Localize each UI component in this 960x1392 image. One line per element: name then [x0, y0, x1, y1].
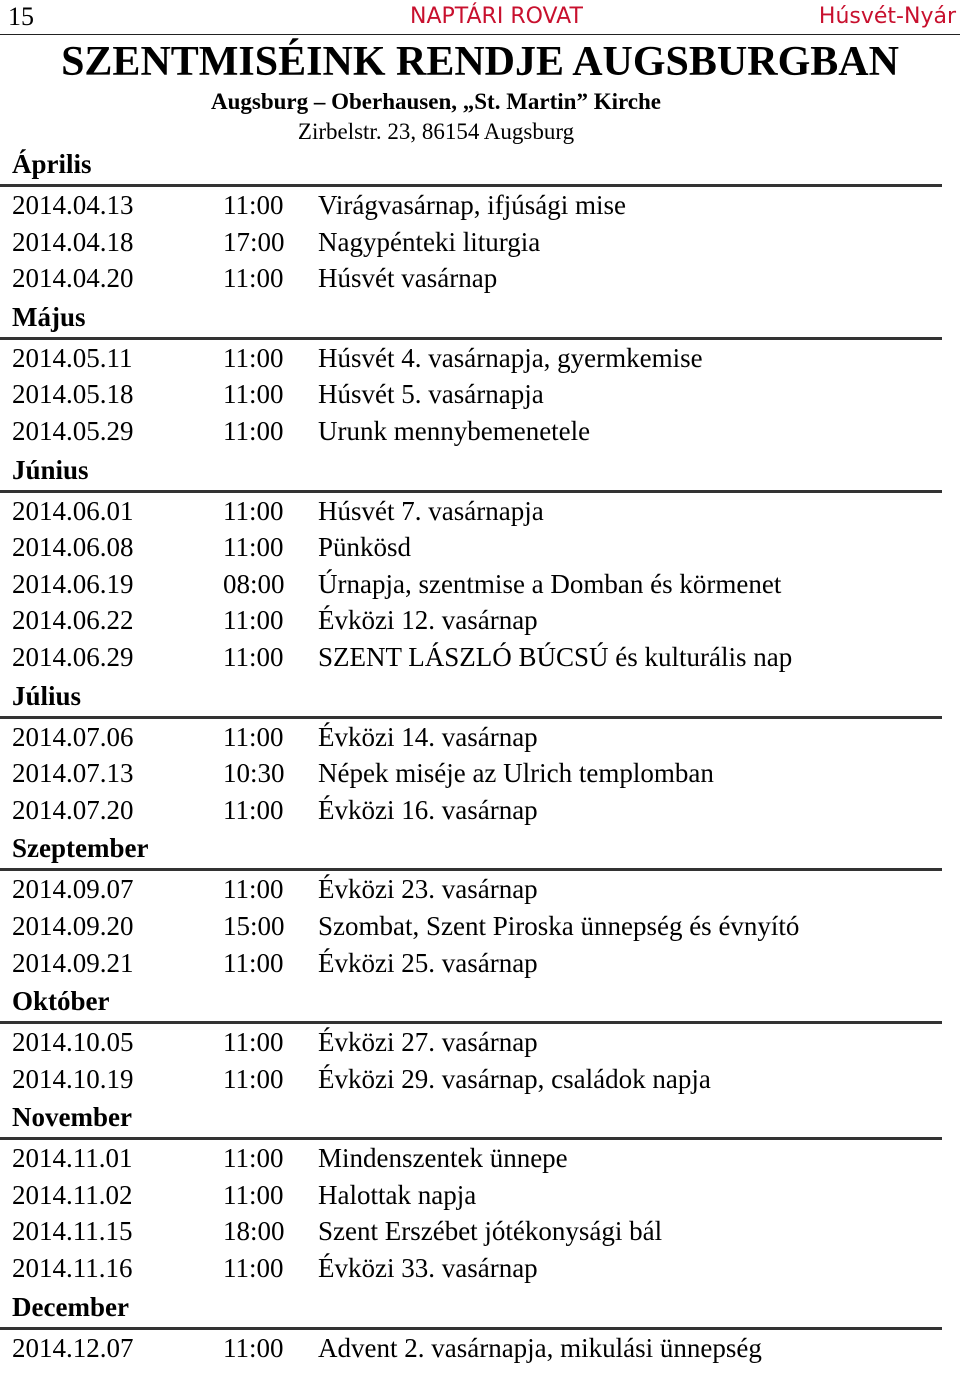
- event-time: 11:00: [223, 342, 284, 373]
- event-time: 18:00: [223, 1216, 285, 1247]
- event-time: 11:00: [223, 263, 284, 294]
- event-description: Úrnapja, szentmise a Domban és körmenet: [318, 568, 782, 599]
- event-time: 11:00: [223, 947, 284, 978]
- church-subtitle: Augsburg – Oberhausen, „St. Martin” Kirche: [210, 89, 662, 114]
- event-description: Húsvét 4. vasárnapja, gyermkemise: [318, 342, 703, 373]
- event-time: 11:00: [223, 1143, 284, 1174]
- event-date: 2014.09.21: [12, 947, 134, 978]
- event-time: 11:00: [223, 415, 284, 446]
- event-time: 17:00: [223, 226, 285, 257]
- month-heading: Április: [0, 144, 942, 187]
- event-date: 2014.07.06: [12, 721, 134, 752]
- event-description: Urunk mennybemenetele: [318, 415, 591, 446]
- month-heading: Május: [0, 297, 942, 340]
- event-date: 2014.06.29: [12, 641, 134, 672]
- schedule-row: [0, 602, 960, 639]
- event-description: Advent 2. vasárnapja, mikulási ünnepség: [318, 1332, 762, 1363]
- schedule-row: [0, 1140, 960, 1177]
- schedule-row: [0, 260, 960, 297]
- event-description: Évközi 12. vasárnap: [318, 605, 538, 636]
- event-date: 2014.05.29: [12, 415, 134, 446]
- event-time: 11:00: [223, 1027, 284, 1058]
- mass-schedule: [0, 144, 960, 1366]
- event-time: 11:00: [223, 1063, 284, 1094]
- event-description: Pünkösd: [318, 532, 412, 563]
- schedule-row: [0, 908, 960, 945]
- month-heading: Július: [0, 676, 942, 719]
- month-heading: Október: [0, 981, 942, 1024]
- event-date: 2014.10.05: [12, 1027, 134, 1058]
- event-time: 11:00: [223, 874, 284, 905]
- event-description: Halottak napja: [318, 1179, 477, 1210]
- event-date: 2014.06.22: [12, 605, 134, 636]
- event-description: Népek miséje az Ulrich templomban: [318, 758, 714, 789]
- event-description: Évközi 14. vasárnap: [318, 721, 538, 752]
- page-title: SZENTMISÉINK RENDJE AUGSBURGBAN: [61, 39, 899, 85]
- schedule-row: [0, 871, 960, 908]
- event-time: 10:30: [223, 758, 285, 789]
- event-description: Szent Erszébet jótékonysági bál: [318, 1216, 663, 1247]
- event-description: Évközi 29. vasárnap, családok napja: [318, 1063, 711, 1094]
- event-description: Húsvét 5. vasárnapja: [318, 379, 544, 410]
- event-description: Virágvasárnap, ifjúsági mise: [318, 190, 627, 220]
- event-date: 2014.07.20: [12, 794, 134, 825]
- event-time: 11:00: [223, 190, 284, 220]
- event-description: Évközi 27. vasárnap: [318, 1027, 538, 1058]
- event-description: Évközi 33. vasárnap: [318, 1253, 538, 1284]
- event-description: Évközi 16. vasárnap: [318, 794, 538, 825]
- schedule-row: [0, 719, 960, 756]
- season-label: Húsvét-Nyár: [818, 4, 956, 29]
- schedule-row: [0, 755, 960, 792]
- schedule-row: [0, 1330, 960, 1367]
- church-address: Zirbelstr. 23, 86154 Augsburg: [297, 119, 575, 144]
- event-date: 2014.09.07: [12, 874, 134, 905]
- event-time: 11:00: [223, 379, 284, 410]
- event-date: 2014.06.08: [12, 532, 134, 563]
- section-label: NAPTÁRI ROVAT: [410, 4, 583, 29]
- event-date: 2014.07.13: [12, 758, 134, 789]
- event-date: 2014.11.01: [12, 1143, 133, 1174]
- event-time: 11:00: [223, 794, 284, 825]
- schedule-row: [0, 1250, 960, 1287]
- schedule-row: [0, 493, 960, 530]
- event-time: 11:00: [223, 721, 284, 752]
- event-description: Évközi 23. vasárnap: [318, 874, 538, 905]
- page-number: 15: [8, 2, 34, 31]
- event-time: 11:00: [223, 495, 284, 526]
- event-description: Húsvét 7. vasárnapja: [318, 495, 544, 526]
- schedule-row: [0, 639, 960, 676]
- month-heading: Június: [0, 450, 942, 493]
- event-time: 11:00: [223, 1332, 284, 1363]
- event-date: 2014.11.16: [12, 1253, 133, 1284]
- month-heading: Szeptember: [0, 828, 942, 871]
- schedule-row: [0, 1213, 960, 1250]
- schedule-row: [0, 187, 960, 224]
- event-time: 11:00: [223, 532, 284, 563]
- event-time: 15:00: [223, 910, 285, 941]
- event-date: 2014.04.20: [12, 263, 134, 294]
- event-date: 2014.04.13: [12, 190, 134, 220]
- event-description: Nagypénteki liturgia: [318, 226, 541, 257]
- schedule-row: [0, 1024, 960, 1061]
- event-date: 2014.11.02: [12, 1179, 133, 1210]
- event-date: 2014.06.19: [12, 568, 134, 599]
- event-date: 2014.05.18: [12, 379, 134, 410]
- schedule-row: [0, 413, 960, 450]
- event-description: Mindenszentek ünnepe: [318, 1143, 568, 1174]
- schedule-row: [0, 340, 960, 377]
- event-description: Szombat, Szent Piroska ünnepség és évnyító: [318, 910, 800, 941]
- event-date: 2014.11.15: [12, 1216, 133, 1247]
- event-time: 11:00: [223, 1253, 284, 1284]
- event-date: 2014.04.18: [12, 226, 134, 257]
- event-date: 2014.10.19: [12, 1063, 134, 1094]
- event-time: 08:00: [223, 568, 285, 599]
- event-description: Húsvét vasárnap: [318, 263, 498, 294]
- schedule-row: [0, 376, 960, 413]
- month-heading: November: [0, 1097, 942, 1140]
- event-time: 11:00: [223, 605, 284, 636]
- event-date: 2014.05.11: [12, 342, 133, 373]
- event-description: Évközi 25. vasárnap: [318, 947, 538, 978]
- event-date: 2014.12.07: [12, 1332, 134, 1363]
- event-time: 11:00: [223, 641, 284, 672]
- schedule-row: [0, 224, 960, 261]
- schedule-row: [0, 1177, 960, 1214]
- event-description: SZENT LÁSZLÓ BÚCSÚ és kulturális nap: [318, 641, 793, 672]
- event-time: 11:00: [223, 1179, 284, 1210]
- schedule-row: [0, 529, 960, 566]
- page-header: [0, 0, 960, 35]
- event-date: 2014.09.20: [12, 910, 134, 941]
- schedule-row: [0, 1061, 960, 1098]
- schedule-row: [0, 566, 960, 603]
- schedule-row: [0, 792, 960, 829]
- event-date: 2014.06.01: [12, 495, 134, 526]
- month-heading: December: [0, 1287, 942, 1330]
- schedule-row: [0, 945, 960, 982]
